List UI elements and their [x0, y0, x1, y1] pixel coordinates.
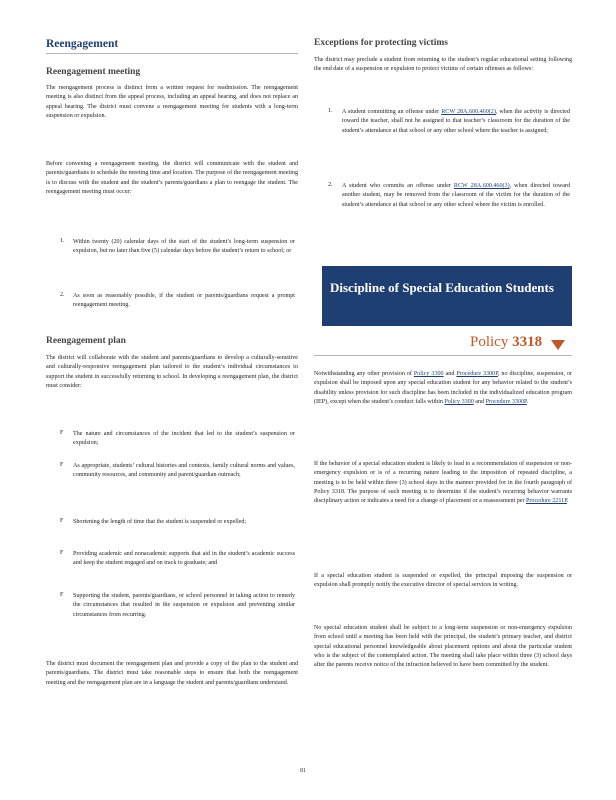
- paragraph-suspended-notify: If a special education student is suspended or expelled, the principal imposing the suspension or expulsion shall promptly notify the executive director of special services in writing.: [314, 573, 572, 589]
- list-item-plan-cultural: As appropriate, students’ cultural histories and contexts, family cultural norms and values, community resources, and community and parent/guardian outreach;: [73, 463, 295, 479]
- bullet-marker: F: [60, 550, 64, 556]
- list-number: 2.: [328, 182, 333, 188]
- bullet-marker: F: [60, 518, 64, 524]
- list-number: 1.: [60, 238, 65, 244]
- link-rcw-460-2[interactable]: RCW 28A.600.460(2): [441, 109, 496, 115]
- list-item-plan-remedy: Supporting the student, parents/guardians, or school personnel in taking action to remedy the circumstances that resulted in the suspension or expulsion and preventing similar circumstances from recurring.: [73, 593, 295, 618]
- link-procedure-3300p[interactable]: Procedure 3300P: [485, 398, 527, 405]
- banner-title: Discipline of Special Education Students: [330, 280, 554, 295]
- link-procedure-3300p[interactable]: Procedure 3300P: [456, 371, 498, 377]
- policy-banner: [322, 266, 572, 326]
- paragraph-behavior: If the behavior of a special education student is likely to lead to a recommendation of suspension or non-emergency expulsion or is of a recurring nature leading to the imposition of repeated discipline, a meeting is to be held within three (3) school days in the manner provided for in the fourth paragraph of Policy 3318. The purpose of such meeting is to determine if the student’s recurring behavior warrants disciplinary action or indicates a need for a change of placement or a reassessment per Procedure 2211P.: [314, 461, 572, 505]
- list-number: 1.: [328, 108, 333, 114]
- list-item-exception-student: A student who commits an offense under RCW 28A.600.460(3), when directed toward another student, may be removed from the classroom of the victim for the duration of the student’s attendance at that school or any other school where the victim is enrolled.: [342, 183, 571, 208]
- bullet-marker: F: [60, 430, 64, 436]
- link-policy-3300[interactable]: Policy 3300: [413, 371, 444, 377]
- policy-label: Policy 3318: [470, 334, 543, 350]
- section-divider: [46, 53, 298, 54]
- link-rcw-460-3[interactable]: RCW 28A.600.460(3): [453, 183, 510, 189]
- bullet-marker: F: [60, 462, 64, 468]
- subheading-reengagement-plan: Reengagement plan: [46, 336, 126, 346]
- paragraph-meeting-before: Before convening a reengagement meeting, the district will communicate with the student and parents/guardians to schedule the meeting time and location. The purpose of the reengagement meeting is to discuss with the student and the student’s parents/guardians a plan to reengage the student. The reengagement meeting must occur:: [46, 161, 298, 195]
- list-item-exception-teacher: A student committing an offense under RCW 28A.600.460(2), when the activity is directed toward the teacher, shall not be assigned to that teacher’s classroom for the duration of the student’s attendance at that school or any other school where the teacher is assigned;: [342, 109, 570, 134]
- list-item-plan-shortening: Shortening the length of time that the student is suspended or expelled;: [73, 519, 247, 525]
- paragraph-notwithstanding: Notwithstanding any other provision of Policy 3300 and Procedure 3300P, no discipline, suspension, or expulsion shall be imposed upon any special education student for any behavior related to the student’s disability unless provision for such discipline has been included in the individualized education program (IEP), except when the student’s conduct falls within Policy 3300 and Procedure 3300P.: [314, 371, 572, 405]
- triangle-down-icon: [551, 340, 565, 350]
- policy-divider: [314, 355, 572, 356]
- paragraph-exceptions-intro: The district may preclude a student from returning to the student’s regular educational setting following the end date of a suspension or expulsion to protect victims of certain offenses as follows:: [314, 57, 572, 73]
- link-procedure-2211p[interactable]: Procedure 2211P: [526, 498, 567, 505]
- list-item-meeting-prompt: As soon as reasonably possible, if the student or parents/guardians request a prompt reengagement meeting.: [73, 293, 295, 309]
- subheading-exceptions: Exceptions for protecting victims: [314, 38, 448, 48]
- list-item-plan-supports: Providing academic and nonacademic supports that aid in the student’s academic success and keep the student engaged and on track to graduate; and: [73, 551, 295, 567]
- paragraph-plan-intro: The district will collaborate with the student and parents/guardians to develop a culturally-sensitive and culturally-responsive reengagement plan tailored to the student’s individual circumstances to support the student in successfully returning to school. In developing a reengagement plan, the district must consider:: [46, 355, 298, 389]
- paragraph-plan-document: The district must document the reengagement plan and provide a copy of the plan to the student and parents/guardians. The district must take reasonable steps to ensure that both the reengagement meeting and the reengagement plan are in a language the student and parents/guardians understand.: [46, 661, 298, 686]
- paragraph-meeting-intro: The reengagement process is distinct from a written request for readmission. The reengagement meeting is also distinct from the appeal process, including an appeal hearing, and does not replace an appeal hearing. The district must convene a reengagement meeting for students with a long-term suspension or expulsion.: [46, 85, 298, 119]
- section-title-reengagement: Reengagement: [46, 38, 119, 50]
- bullet-marker: F: [60, 592, 64, 598]
- policy-number: 3318: [512, 334, 543, 350]
- list-item-plan-nature: The nature and circumstances of the incident that led to the student’s suspension or expulsion;: [73, 431, 295, 447]
- subheading-reengagement-meeting: Reengagement meeting: [46, 67, 141, 77]
- list-number: 2.: [60, 292, 65, 298]
- list-item-meeting-timing: Within twenty (20) calendar days of the start of the student’s long-term suspension or expulsion, but no later than five (5) calendar days before the student’s return to school; or: [73, 239, 295, 255]
- link-policy-3300[interactable]: Policy 3300: [444, 398, 474, 405]
- page-number: 81: [300, 768, 306, 774]
- paragraph-no-longterm: No special education student shall be subject to a long-term suspension or non-emergency expulsion from school until a meeting has been held with the principal, the student’s primary teacher, and district special educational personnel knowledgeable about placement options and about the particular student who is the subject of the contemplated action. The meeting shall take place within three (3) school days after the parents receive notice of the infraction believed to have been committed by the student.: [314, 625, 572, 669]
